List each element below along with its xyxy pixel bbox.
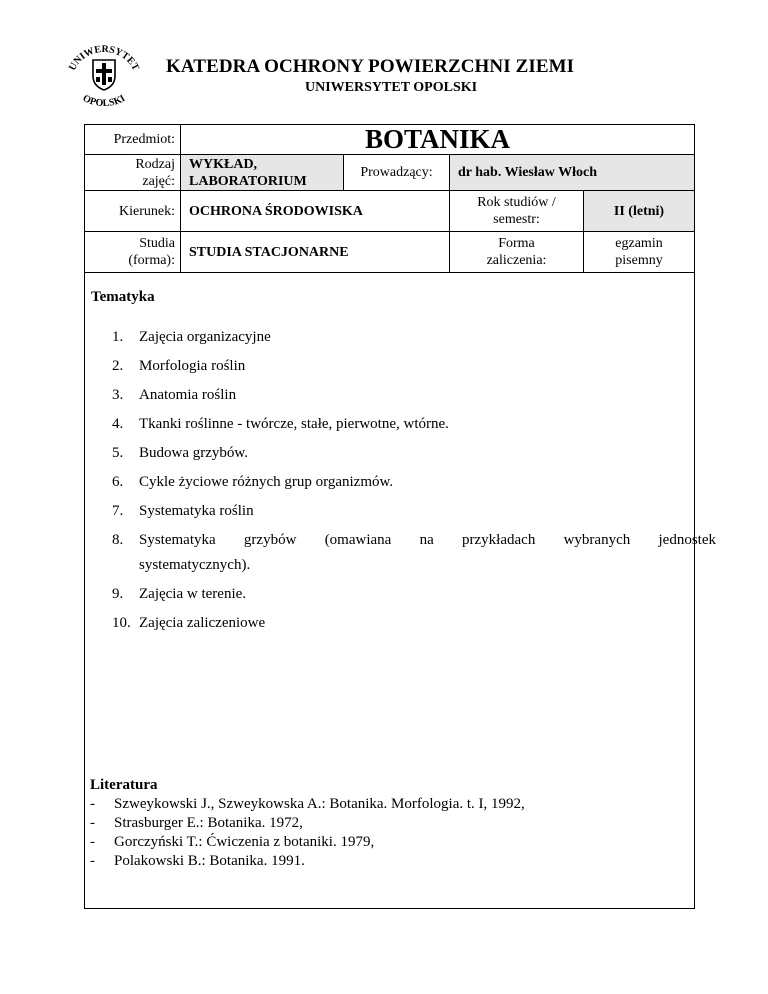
lecturer-label — [343, 154, 450, 191]
literature-text: Strasburger E.: Botanika. 1972, — [114, 815, 303, 831]
topic-number: 1. — [112, 329, 124, 345]
class-type-label — [84, 154, 181, 191]
subject-label — [84, 124, 181, 155]
literature-text: Polakowski B.: Botanika. 1991. — [114, 853, 305, 869]
topic-number: 6. — [112, 474, 124, 490]
lecturer-value — [449, 154, 695, 191]
topic-text: Budowa grzybów. — [139, 445, 249, 461]
literature-text: Gorczyński T.: Ćwiczenia z botaniki. 1979, — [114, 834, 375, 850]
year-semester-label-line2: semestr: — [493, 212, 540, 227]
subject-title: BOTANIKA — [364, 124, 511, 154]
assessment-form-value-line1: egzamin — [615, 236, 663, 251]
topic-number: 4. — [112, 416, 124, 432]
topic-item — [112, 614, 716, 633]
study-mode-label — [84, 231, 181, 273]
seal-text-top: UNIWERSYTET — [66, 43, 142, 73]
field-of-study-label — [84, 190, 181, 232]
topic-text: Zajęcia organizacyjne — [139, 329, 271, 345]
study-mode-label-line1: Studia — [139, 236, 175, 251]
topic-item-continuation — [112, 556, 716, 575]
assessment-form-label-line2: zaliczenia: — [486, 253, 547, 268]
study-mode-text: STUDIA STACJONARNE — [189, 244, 349, 260]
class-type-value-line1: WYKŁAD, — [189, 156, 258, 172]
field-of-study-value — [180, 190, 450, 232]
seal-emblem-icon — [93, 60, 115, 90]
literature-item — [90, 852, 690, 871]
assessment-form-label-line1: Forma — [498, 236, 535, 251]
list-dash: - — [90, 834, 95, 850]
topics-list — [112, 328, 716, 643]
university-name: UNIWERSYTET OPOLSKI — [305, 80, 478, 95]
lecturer-name: dr hab. Wiesław Włoch — [458, 165, 598, 180]
topic-text: systematycznych). — [139, 557, 251, 573]
topic-number: 7. — [112, 503, 124, 519]
svg-text:OPOLSKI — [81, 93, 128, 106]
topic-text: Systematyka roślin — [139, 503, 254, 519]
topic-text: Anatomia roślin — [139, 387, 237, 403]
literature-section — [90, 776, 690, 871]
literature-text: Szweykowski J., Szweykowska A.: Botanika. Morfologia. t. I, 1992, — [114, 796, 525, 812]
class-type-label-line1: Rodzaj — [135, 156, 175, 172]
assessment-form-label — [449, 231, 584, 273]
topic-item — [112, 357, 716, 376]
year-semester-text: II (letni) — [613, 203, 665, 219]
topic-text: Systematyka grzybów (omawiana na przykładach wybranych jednostek — [139, 532, 716, 548]
topic-item — [112, 328, 716, 347]
topic-number: 3. — [112, 387, 124, 403]
study-mode-value — [180, 231, 450, 273]
topic-item — [112, 386, 716, 405]
subject-value — [180, 124, 695, 155]
topic-number: 10. — [112, 615, 131, 631]
topics-heading: Tematyka — [91, 289, 155, 305]
year-semester-value — [583, 190, 695, 232]
class-type-value-line2: LABORATORIUM — [189, 173, 307, 189]
topic-item — [112, 531, 716, 550]
topic-text: Cykle życiowe różnych grup organizmów. — [139, 474, 394, 490]
topic-number: 5. — [112, 445, 124, 461]
field-of-study-label-text: Kierunek: — [119, 203, 175, 219]
topic-text: Zajęcia zaliczeniowe — [139, 615, 266, 631]
lecturer-label-text: Prowadzący: — [360, 165, 433, 180]
topic-item — [112, 415, 716, 434]
list-dash: - — [90, 796, 95, 812]
literature-item — [90, 795, 690, 814]
topic-item — [112, 444, 716, 463]
topic-number: 2. — [112, 358, 124, 374]
class-type-value — [180, 154, 344, 191]
topic-item — [112, 585, 716, 604]
topic-number: 9. — [112, 586, 124, 602]
topic-text: Tkanki roślinne - twórcze, stałe, pierwotne, wtórne. — [139, 416, 449, 432]
class-type-label-line2: zajęć: — [142, 173, 175, 189]
topic-text: Zajęcia w terenie. — [139, 586, 247, 602]
topic-item — [112, 473, 716, 492]
field-of-study-text: OCHRONA ŚRODOWISKA — [189, 203, 363, 219]
list-dash: - — [90, 815, 95, 831]
topic-text: Morfologia roślin — [139, 358, 246, 374]
topic-item — [112, 502, 716, 521]
assessment-form-value — [583, 231, 695, 273]
year-semester-label — [449, 190, 584, 232]
seal-text-bottom: OPOLSKI — [80, 92, 128, 106]
list-dash: - — [90, 853, 95, 869]
university-seal-logo — [62, 42, 146, 106]
subject-label-text: Przedmiot: — [113, 132, 175, 147]
assessment-form-value-line2: pisemny — [615, 253, 663, 268]
year-semester-label-line1: Rok studiów / — [477, 195, 556, 210]
literature-item — [90, 833, 690, 852]
department-title: KATEDRA OCHRONY POWIERZCHNI ZIEMI — [166, 56, 575, 77]
literature-heading: Literatura — [90, 777, 158, 793]
study-mode-label-line2: (forma): — [128, 253, 175, 268]
literature-item — [90, 814, 690, 833]
topic-number: 8. — [112, 532, 124, 548]
